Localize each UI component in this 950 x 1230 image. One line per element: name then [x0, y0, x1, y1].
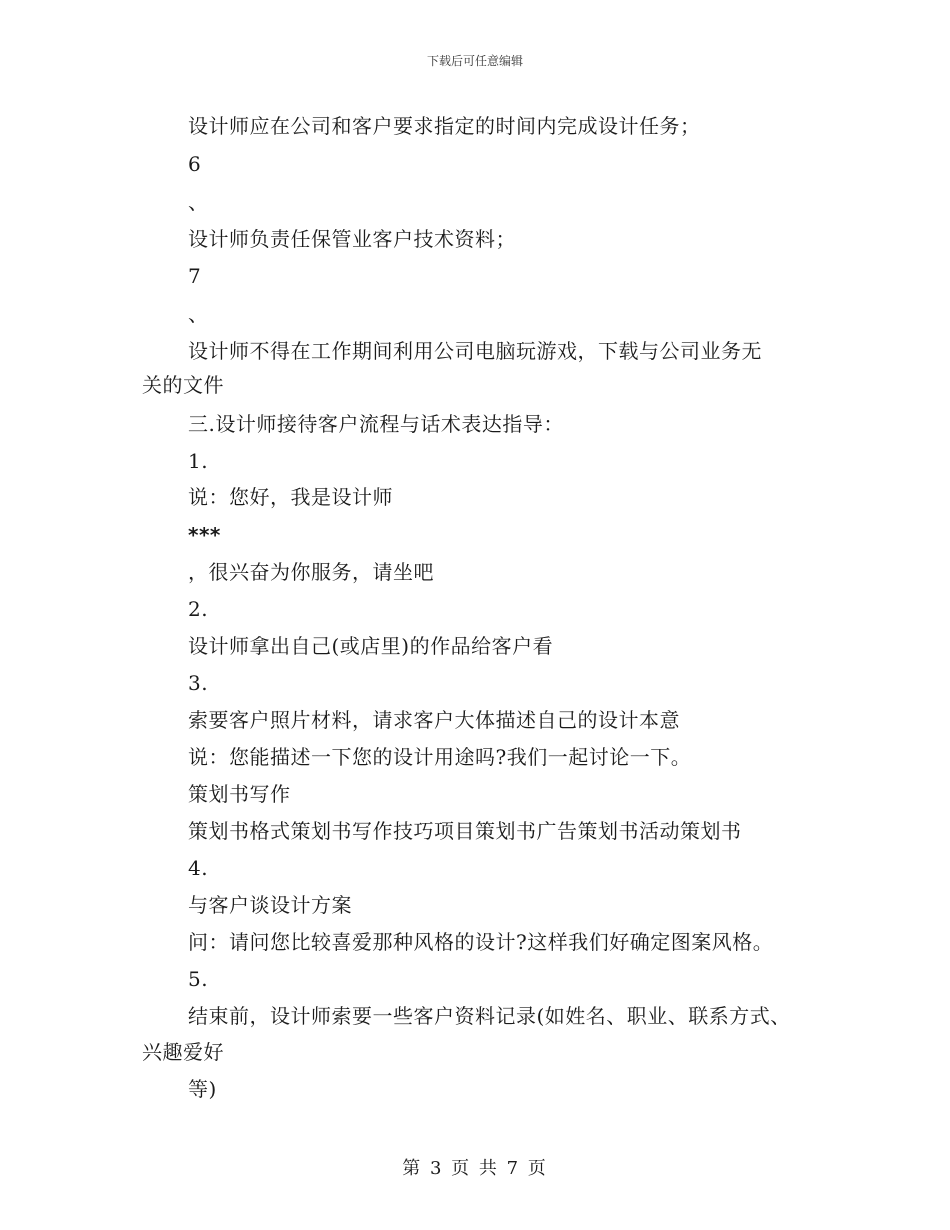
text-line: 6	[188, 152, 202, 176]
text-line: 、	[188, 302, 209, 326]
text-line: 2.	[188, 597, 209, 621]
text-line: 4.	[188, 856, 209, 880]
text-line: ，很兴奋为你服务，请坐吧	[188, 560, 434, 584]
text-line: 设计师应在公司和客户要求指定的时间内完成设计任务；	[188, 114, 701, 138]
text-line: 索要客户照片材料，请求客户大体描述自己的设计本意	[188, 708, 680, 732]
text-line: 设计师负责任保管业客户技术资料；	[188, 227, 516, 251]
text-line: 说：您能描述一下您的设计用途吗?我们一起讨论一下。	[188, 745, 692, 769]
text-line: 与客户谈设计方案	[188, 893, 352, 917]
text-line: 问：请问您比较喜爱那种风格的设计?这样我们好确定图案风格。	[188, 930, 774, 954]
text-line: 1.	[188, 449, 209, 473]
text-line: 说：您好，我是设计师	[188, 485, 393, 509]
text-line: 、	[188, 190, 209, 214]
text-line: 兴趣爱好	[142, 1040, 224, 1064]
text-line: 等)	[188, 1077, 217, 1101]
text-line: 7	[188, 264, 202, 288]
text-line: 策划书格式策划书写作技巧项目策划书广告策划书活动策划书	[188, 819, 742, 843]
section-heading: 三.设计师接待客户流程与话术表达指导：	[188, 412, 564, 436]
page-header: 下载后可任意编辑	[426, 54, 523, 68]
text-line: 设计师不得在工作期间利用公司电脑玩游戏，下载与公司业务无	[188, 339, 762, 363]
text-line: 结束前，设计师索要一些客户资料记录(如姓名、职业、联系方式、	[188, 1004, 791, 1028]
text-line: 设计师拿出自己(或店里)的作品给客户看	[188, 634, 554, 658]
text-line: 策划书写作	[188, 782, 291, 806]
text-line: ***	[188, 523, 221, 547]
page-number-footer: 第 3 页 共 7 页	[402, 1158, 548, 1179]
text-line: 关的文件	[142, 373, 224, 397]
text-line: 5.	[188, 967, 209, 991]
text-line: 3.	[188, 671, 209, 695]
